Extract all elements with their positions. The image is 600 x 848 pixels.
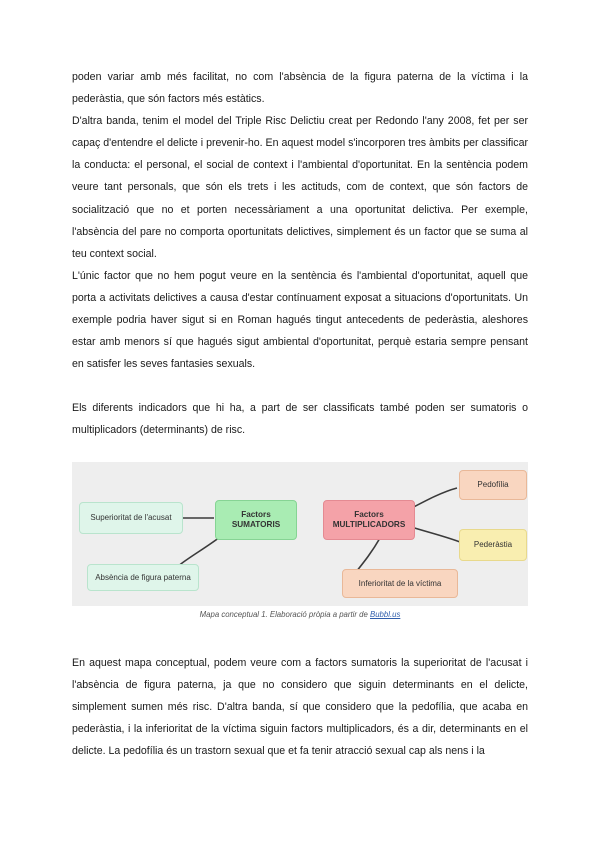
figure-caption (72, 610, 528, 619)
caption-text: Mapa conceptual 1. Elaboració pròpia a partir de (199, 610, 370, 619)
node-factors-sumatoris: Factors SUMATORIS (215, 500, 297, 540)
body-text-top (72, 66, 528, 442)
node-superioritat-acusat: Superioritat de l'acusat (79, 502, 183, 534)
node-pedofilia: Pedofília (459, 470, 527, 500)
paragraph: En aquest mapa conceptual, podem veure com a factors sumatoris la superioritat de l'acusat i l'absència de figura paterna, ja que no considero que siguin determinants en el delicte, simplement sumen més risc. D'altra banda, sí que considero que la pedofília, que acaba en pederàstia, i la inferioritat de la víctima siguin factors multiplicadors, és a dir, determinants en el delicte. La pedofília és un trastorn sexual que et fa tenir atracció sexual cap als nens i la (72, 657, 528, 758)
connector (356, 538, 380, 572)
paragraph: L'únic factor que no hem pogut veure en la sentència és l'ambiental d'oportunitat, aquell que porta a activitats delictives a causa d'estar contínuament exposat a situacions d'oportunitats. Un exemple podria haver sigut si en Roman hagués tingut antecedents de pederàstia, aleshores estar amb menors sí que hagués sigut ambiental d'oportunitat, perquè estaria sempre pensant en satisfer les seves fantasies sexuals. (72, 269, 528, 371)
bubbl-link[interactable]: Bubbl.us (370, 610, 401, 619)
node-factors-multiplicadors: Factors MULTIPLICADORS (323, 500, 415, 540)
node-pederastia: Pederàstia (459, 529, 527, 561)
paragraph: D'altra banda, tenim el model del Triple Risc Delictiu creat per Redondo l'any 2008, fet per ser capaç d'entendre el delicte i prevenir-ho. En aquest model s'incorporen tres àmbits per classificar la conducta: el personal, el social de context i l'ambiental d'oportunitat. En la sentència podem veure tant personals, que són els trets i les actituds, com de context, que són factors de socialització que no et porten necessàriament a una oportunitat delictiva. Per exemple, l'absència del pare no comporta oportunitats delictives, simplement és un factor que se suma al teu context social. (72, 115, 528, 260)
node-absencia-figura-paterna: Absència de figura paterna (87, 564, 199, 591)
paragraph: poden variar amb més facilitat, no com l'absència de la figura paterna de la víctima i la pederàstia, que són factors més estàtics. (72, 71, 528, 106)
connector (408, 488, 457, 510)
concept-map (72, 462, 528, 606)
connector (408, 526, 460, 542)
node-inferioritat-victima: Inferioritat de la víctima (342, 569, 458, 598)
body-text-bottom (72, 652, 528, 762)
paragraph: Els diferents indicadors que hi ha, a part de ser classificats també poden ser sumatoris o multiplicadors (determinants) de risc. (72, 402, 528, 437)
